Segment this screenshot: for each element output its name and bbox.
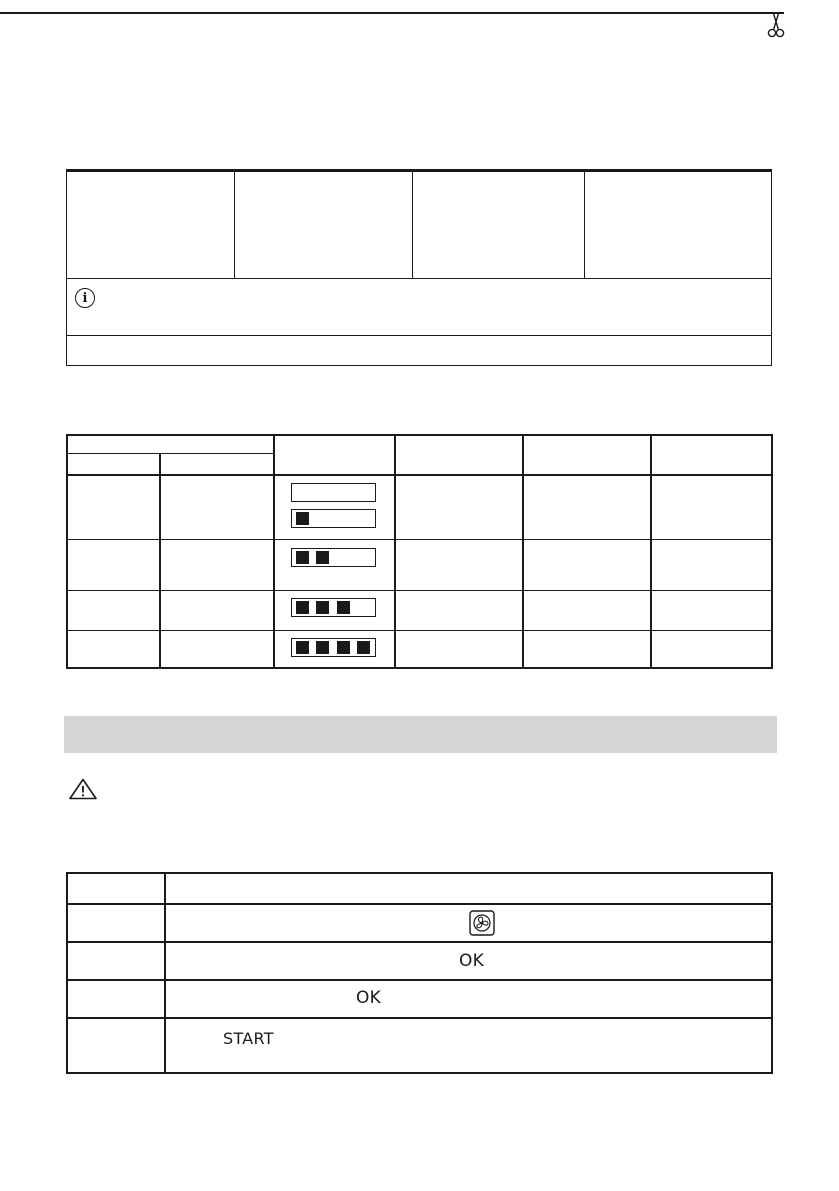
ok-button-label: OK (459, 951, 485, 971)
info-table-row-separator (67, 335, 771, 336)
level-indicator-3 (291, 598, 376, 617)
cut-line (0, 12, 784, 14)
ok-button-label: OK (356, 988, 382, 1008)
level-square (316, 601, 329, 614)
info-icon: i (75, 288, 95, 308)
level-square (316, 551, 329, 564)
scissors-icon (766, 10, 786, 38)
level-indicator-2 (291, 548, 376, 567)
info-table-divider (412, 170, 413, 278)
level-square (296, 551, 309, 564)
warning-icon (68, 778, 98, 800)
level-square (316, 641, 329, 654)
level-table (66, 434, 772, 669)
level-square (296, 641, 309, 654)
info-table (66, 169, 772, 366)
level-square (337, 601, 350, 614)
fan-button-icon (469, 910, 495, 936)
info-table-divider (584, 170, 585, 278)
level-square (296, 512, 309, 525)
level-indicator-4 (291, 638, 376, 657)
info-table-row-separator (67, 278, 771, 279)
level-indicator-0 (291, 483, 376, 502)
level-square (296, 601, 309, 614)
level-square (337, 641, 350, 654)
level-square (357, 641, 370, 654)
level-indicator-1 (291, 509, 376, 528)
steps-table (66, 872, 772, 1074)
info-table-divider (234, 170, 235, 278)
section-heading-bar (64, 716, 777, 753)
start-button-label: START (223, 1029, 274, 1048)
